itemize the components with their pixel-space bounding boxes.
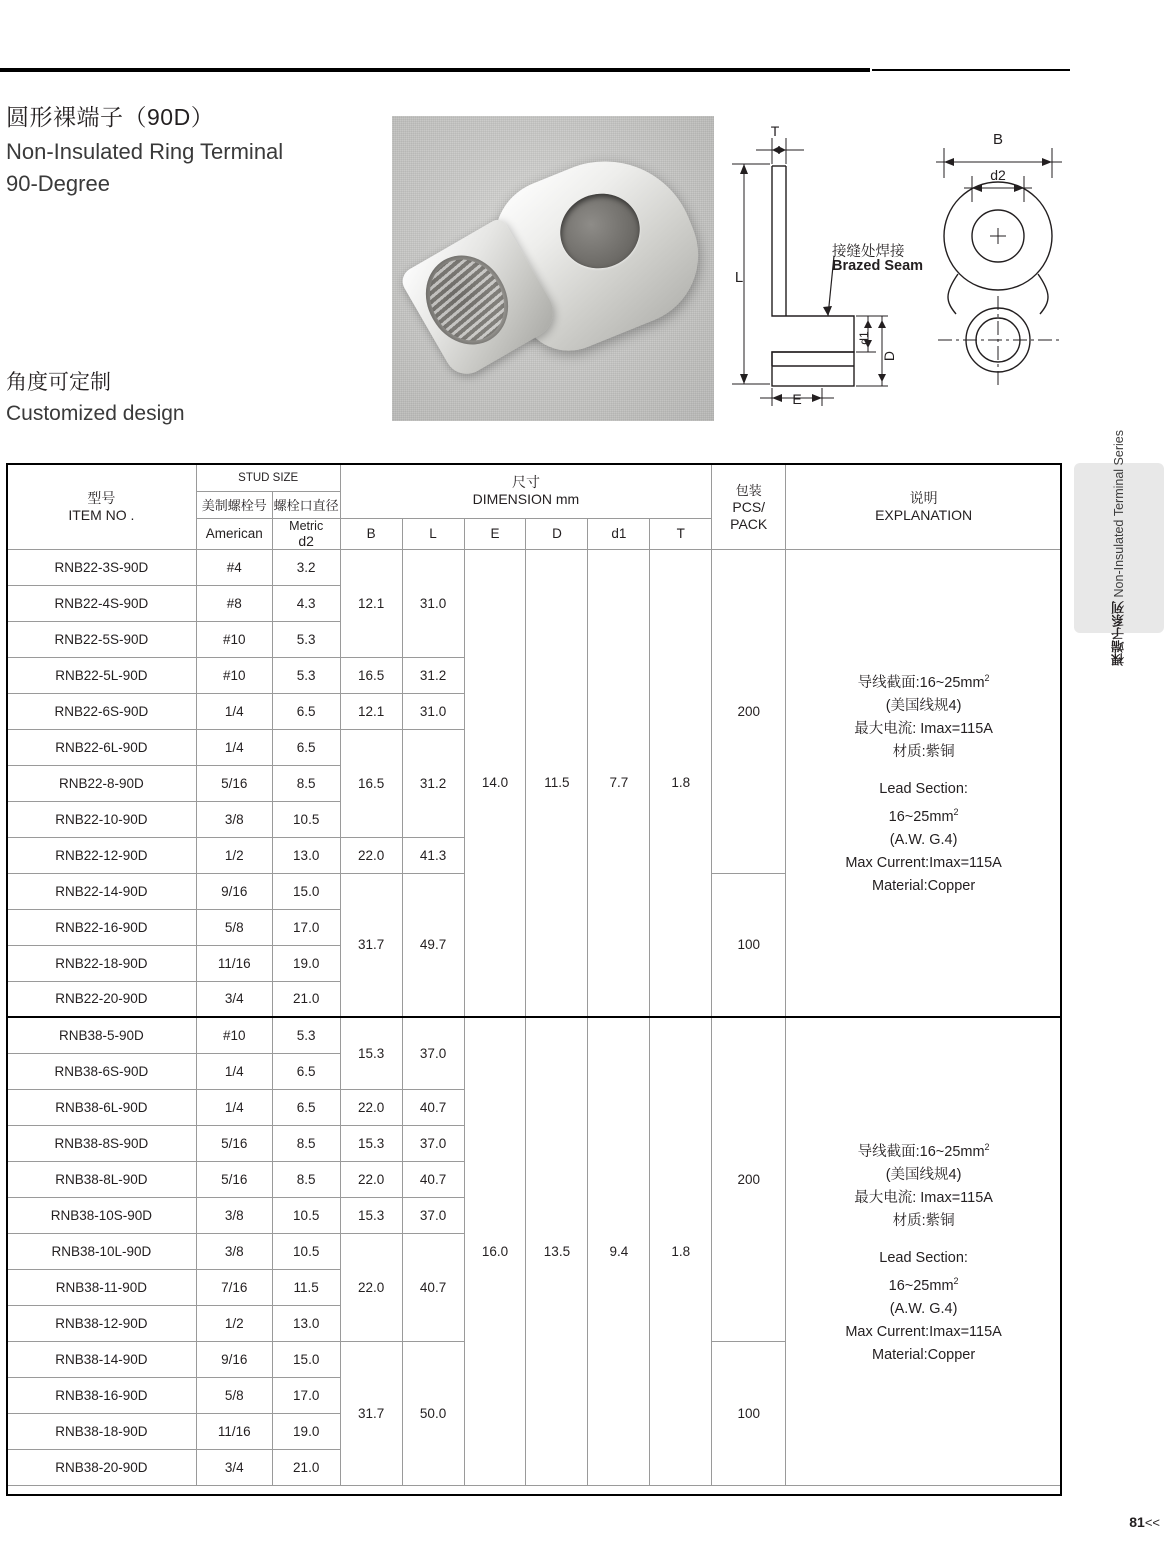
cell-item-no: RNB22-6S-90D [7,693,197,729]
explanation-cn-2: (美国线规4) [885,1166,962,1183]
cell-d2: 19.0 [272,945,340,981]
explanation-spacer [786,764,1061,778]
cell-d2: 15.0 [272,1341,340,1377]
specification-table [6,463,1062,1486]
cell-d2: 8.5 [272,1125,340,1161]
dim-label-d2: d2 [990,167,1006,183]
cell-d2: 6.5 [272,1053,340,1089]
cell-d2: 5.3 [272,657,340,693]
cell-l: 41.3 [402,837,464,873]
cell-american: #10 [196,657,272,693]
cell-american: 3/4 [196,981,272,1017]
header-dimension-en: DIMENSION mm [472,491,580,508]
explanation-en-4: Max Current:Imax=115A [845,855,1002,872]
cell-b: 31.7 [340,1341,402,1485]
header-col-d: D [526,518,588,549]
header-american: American [196,518,272,549]
cell-b: 22.0 [340,1233,402,1341]
cell-item-no: RNB38-8L-90D [7,1161,197,1197]
cell-l: 31.2 [402,729,464,837]
customized-note [6,368,366,430]
series-tab-en2: Terminal Series [1112,430,1126,517]
customized-chinese: 角度可定制 [6,371,111,394]
cell-l: 40.7 [402,1089,464,1125]
title-english-line1: Non-Insulated Ring Terminal [6,139,284,164]
cell-american: 11/16 [196,1413,272,1449]
cell-l: 31.2 [402,657,464,693]
explanation-cn-3: 最大电流: Imax=115A [854,721,993,738]
explanation-spacer [786,1233,1061,1247]
cell-b: 22.0 [340,1161,402,1197]
brazed-seam-label-en: Brazed Seam [832,258,924,274]
header-pack [712,464,786,549]
cell-item-no: RNB38-20-90D [7,1449,197,1485]
cell-b: 22.0 [340,1089,402,1125]
cell-item-no: RNB22-10-90D [7,801,197,837]
header-dimension-cn: 尺寸 [511,474,540,491]
cell-d: 13.5 [526,1017,588,1485]
cell-l: 31.0 [402,693,464,729]
cell-d2: 11.5 [272,1269,340,1305]
series-side-tab [1074,430,1164,666]
cell-t: 1.8 [650,1017,712,1485]
cell-l: 49.7 [402,873,464,1017]
cell-american: 5/8 [196,909,272,945]
cell-american: 5/8 [196,1377,272,1413]
cell-item-no: RNB22-18-90D [7,945,197,981]
cell-d2: 19.0 [272,1413,340,1449]
dim-label-L: L [734,269,744,286]
cell-b: 22.0 [340,837,402,873]
header-item-no-en: ITEM NO . [68,506,135,523]
cell-american: 1/4 [196,1053,272,1089]
title-english-line2: 90-Degree [6,171,110,196]
cell-american: 1/2 [196,837,272,873]
product-photo [392,116,714,421]
page-number: 81 [1129,1514,1145,1530]
dim-label-E: E [792,391,802,407]
cell-american: 1/2 [196,1305,272,1341]
header-col-e: E [464,518,526,549]
cell-d2: 13.0 [272,837,340,873]
cell-d2: 8.5 [272,1161,340,1197]
cell-american: #4 [196,549,272,585]
explanation-en-2: $16\sim 25mm^2$ [888,807,959,826]
header-rule-left [0,68,870,72]
cell-american: 1/4 [196,1089,272,1125]
cell-item-no: RNB22-20-90D [7,981,197,1017]
cell-item-no: RNB22-5L-90D [7,657,197,693]
cell-e: 16.0 [464,1017,526,1485]
series-side-tab-text [1110,430,1128,666]
cell-l: 31.0 [402,549,464,657]
cell-item-no: RNB22-6L-90D [7,729,197,765]
cell-item-no: RNB38-8S-90D [7,1125,197,1161]
header-metric [272,518,340,549]
header-explanation-cn: 说明 [909,489,938,506]
explanation-en-2: $16\sim 25mm^2$ [888,1275,959,1294]
cell-american: #10 [196,1017,272,1053]
customized-english: Customized design [6,402,185,425]
cell-item-no: RNB38-10S-90D [7,1197,197,1233]
cell-b: 16.5 [340,657,402,693]
explanation-en-5: Material:Copper [872,878,976,895]
cell-explanation [786,1017,1062,1485]
cell-american: #8 [196,585,272,621]
header-rules [0,68,1170,76]
explanation-en-5: Material:Copper [872,1346,976,1363]
cell-american: 3/8 [196,801,272,837]
cell-l: 37.0 [402,1197,464,1233]
cell-item-no: RNB22-12-90D [7,837,197,873]
table-row [7,549,1062,585]
cell-d2: 6.5 [272,729,340,765]
cell-b: 12.1 [340,549,402,657]
cell-item-no: RNB38-10L-90D [7,1233,197,1269]
cell-item-no: RNB38-6L-90D [7,1089,197,1125]
explanation-cn-4: 材质:紫铜 [892,1212,955,1229]
cell-american: 5/16 [196,1125,272,1161]
header-pack-cn: 包装 [735,483,762,499]
dim-label-d1: d1 [857,331,871,345]
cell-item-no: RNB38-14-90D [7,1341,197,1377]
cell-d2: 10.5 [272,801,340,837]
cell-american: 1/4 [196,693,272,729]
cell-d2: 4.3 [272,585,340,621]
cell-item-no: RNB22-14-90D [7,873,197,909]
explanation-cn-1: 导线截面$:16\sim 25mm^2$ [857,673,990,692]
page-footer [1129,1514,1160,1530]
table-row [7,1017,1062,1053]
cell-item-no: RNB38-11-90D [7,1269,197,1305]
explanation-cn-3: 最大电流: Imax=115A [854,1189,993,1206]
cell-b: 16.5 [340,729,402,837]
dim-label-D: D [881,350,897,362]
header-item-no-cn: 型号 [87,489,116,506]
explanation-en-3: (A.W. G.4) [889,1300,958,1317]
cell-item-no: RNB22-5S-90D [7,621,197,657]
header-col-d1: d1 [588,518,650,549]
cell-d1: 9.4 [588,1017,650,1485]
header-col-b: B [340,518,402,549]
cell-d2: 21.0 [272,981,340,1017]
cell-d2: 3.2 [272,549,340,585]
cell-american: 1/4 [196,729,272,765]
cell-d2: 17.0 [272,909,340,945]
cell-d2: 5.3 [272,621,340,657]
cell-l: 50.0 [402,1341,464,1485]
cell-american: 5/16 [196,1161,272,1197]
cell-american: 3/4 [196,1449,272,1485]
dim-label-T: T [770,123,780,139]
cell-t: 1.8 [650,549,712,1017]
cell-american: #10 [196,621,272,657]
cell-l: 40.7 [402,1233,464,1341]
explanation-en-3: (A.W. G.4) [889,832,958,849]
cell-item-no: RNB22-3S-90D [7,549,197,585]
cell-american: 5/16 [196,765,272,801]
cell-b: 15.3 [340,1017,402,1089]
header-metric-d2: d2 [298,532,314,549]
cell-item-no: RNB22-8-90D [7,765,197,801]
cell-d2: 15.0 [272,873,340,909]
header-explanation [786,464,1062,549]
header-stud-american-cn: 美制螺栓号 [196,491,272,518]
header-stud-metric-cn: 螺栓口直径 [272,491,340,518]
cell-american: 7/16 [196,1269,272,1305]
cell-d1: 7.7 [588,549,650,1017]
cell-e: 14.0 [464,549,526,1017]
explanation-cn-2: (美国线规4) [885,698,962,715]
cell-d2: 21.0 [272,1449,340,1485]
cell-explanation [786,549,1062,1017]
explanation-en-1: Lead Section: [879,1249,968,1266]
header-dimension [340,464,712,518]
series-tab-cn: 裸端子系列 [1111,600,1126,666]
cell-item-no: RNB38-12-90D [7,1305,197,1341]
cell-item-no: RNB38-5-90D [7,1017,197,1053]
cell-american: 3/8 [196,1233,272,1269]
header-pack-en2: PACK [730,516,768,533]
cell-pack: 200 [712,1017,786,1341]
explanation-cn-1: 导线截面$:16\sim 25mm^2$ [857,1141,990,1160]
page-marker: << [1144,1515,1160,1530]
front-view-drawing [930,118,1160,408]
cell-pack: 100 [712,1341,786,1485]
header-col-t: T [650,518,712,549]
cell-american: 9/16 [196,873,272,909]
cell-item-no: RNB38-16-90D [7,1377,197,1413]
title-chinese: 圆形裸端子（90D） [6,104,215,130]
cell-item-no: RNB38-6S-90D [7,1053,197,1089]
cell-d: 11.5 [526,549,588,1017]
header-explanation-en: EXPLANATION [875,506,973,523]
table-header-row-1 [7,464,1062,491]
cell-item-no: RNB22-16-90D [7,909,197,945]
cell-pack: 200 [712,549,786,873]
cell-item-no: RNB38-18-90D [7,1413,197,1449]
cell-d2: 10.5 [272,1233,340,1269]
explanation-en-1: Lead Section: [879,781,968,798]
cell-d2: 10.5 [272,1197,340,1233]
cell-d2: 5.3 [272,1017,340,1053]
cell-d2: 17.0 [272,1377,340,1413]
cell-b: 12.1 [340,693,402,729]
cell-d2: 6.5 [272,693,340,729]
cell-l: 40.7 [402,1161,464,1197]
cell-american: 9/16 [196,1341,272,1377]
cell-d2: 6.5 [272,1089,340,1125]
cell-b: 31.7 [340,873,402,1017]
brazed-seam-label-cn: 接缝处焊接 [832,244,905,260]
header-pack-en1: PCS/ [732,499,766,516]
cell-american: 11/16 [196,945,272,981]
header-col-l: L [402,518,464,549]
cell-b: 15.3 [340,1197,402,1233]
series-tab-en1: Non-Insulated [1112,519,1126,598]
explanation-en-4: Max Current:Imax=115A [845,1323,1002,1340]
cell-b: 15.3 [340,1125,402,1161]
cell-item-no: RNB22-4S-90D [7,585,197,621]
header-item-no [7,464,197,549]
cell-d2: 13.0 [272,1305,340,1341]
dim-label-B: B [992,131,1004,148]
page-title [6,100,386,200]
explanation-cn-4: 材质:紫铜 [892,744,955,761]
header-metric-word: Metric [289,518,324,533]
cell-d2: 8.5 [272,765,340,801]
cell-pack: 100 [712,873,786,1017]
cell-l: 37.0 [402,1017,464,1089]
header-rule-right [872,69,1070,71]
cell-l: 37.0 [402,1125,464,1161]
header-stud-size: STUD SIZE [196,464,340,491]
cell-american: 3/8 [196,1197,272,1233]
